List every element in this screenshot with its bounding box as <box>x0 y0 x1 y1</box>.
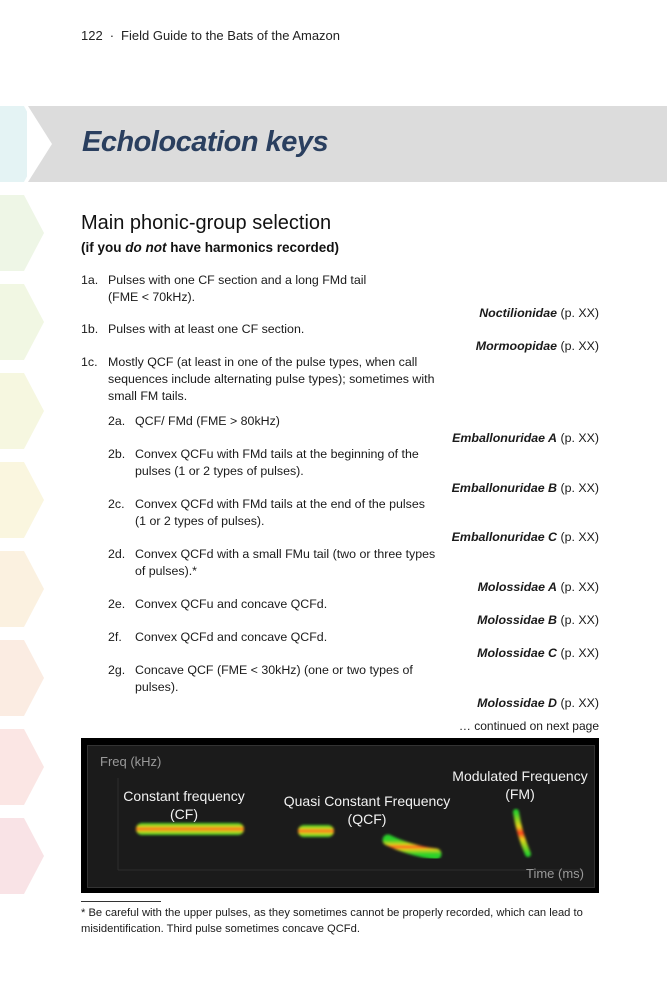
chapter-title: Echolocation keys <box>82 126 329 158</box>
page-ref: (p. XX) <box>557 530 599 544</box>
cf-label: Constant frequency (CF) <box>123 788 245 822</box>
running-head <box>81 28 340 43</box>
key-number: 1c. <box>81 355 98 369</box>
key-entry <box>108 546 508 582</box>
qcf-label: Quasi Constant Frequency (QCF) <box>283 793 451 827</box>
family-name: Emballonuridae B <box>451 481 557 495</box>
key-entry <box>108 596 508 614</box>
key-entry <box>81 321 481 339</box>
spectrogram-panel <box>87 745 595 888</box>
key-result <box>452 480 599 497</box>
key-text: Concave QCF (FME < 30kHz) (one or two types of pulses). <box>135 663 413 694</box>
family-name: Mormoopidae <box>475 339 557 353</box>
fm-pulse <box>516 812 528 854</box>
family-name: Emballonuridae A <box>452 431 557 445</box>
key-entry <box>81 272 481 308</box>
family-name: Molossidae B <box>477 613 557 627</box>
key-number: 2c. <box>108 497 125 511</box>
subheading-emphasis: do not <box>125 240 167 255</box>
key-number: 2d. <box>108 547 126 561</box>
key-result <box>479 305 599 322</box>
page-ref: (p. XX) <box>557 481 599 495</box>
key-number: 2e. <box>108 597 126 611</box>
family-name: Molossidae A <box>477 580 557 594</box>
key-result <box>452 529 599 546</box>
family-name: Molossidae D <box>477 696 557 710</box>
continued-note: … continued on next page <box>458 719 599 733</box>
spectrogram-figure <box>81 738 599 893</box>
page-number: 122 <box>81 28 103 43</box>
margin-chevron <box>0 818 44 894</box>
key-entry <box>108 662 508 698</box>
page-ref: (p. XX) <box>557 306 599 320</box>
key-result <box>478 579 599 596</box>
key-number: 2f. <box>108 630 122 644</box>
family-name: Emballonuridae C <box>451 530 557 544</box>
key-number: 1b. <box>81 322 99 336</box>
fm-label: Modulated Frequency (FM) <box>452 768 588 802</box>
section-heading: Main phonic-group selection <box>81 212 332 234</box>
margin-chevron <box>0 284 44 360</box>
page-ref: (p. XX) <box>557 646 599 660</box>
key-text: Convex QCFd with FMd tails at the end of the pulses (1 or 2 types of pulses). <box>135 497 425 528</box>
qcf-pulse <box>388 840 436 854</box>
key-result <box>477 645 599 662</box>
subheading-text: (if you <box>81 240 126 255</box>
key-text: Convex QCFd with a small FMu tail (two or three types of pulses).* <box>135 547 436 578</box>
margin-chevron <box>0 729 44 805</box>
key-text: QCF/ FMd (FME > 80kHz) <box>135 414 280 428</box>
margin-chevron <box>0 551 44 627</box>
key-entry <box>81 354 481 406</box>
time-axis-label: Time (ms) <box>525 866 584 881</box>
margin-chevron <box>0 195 44 271</box>
key-text: Pulses with at least one CF section. <box>108 322 305 336</box>
key-result <box>477 612 599 629</box>
key-entry <box>108 413 508 431</box>
key-result <box>477 695 599 712</box>
subheading-text: have harmonics recorded) <box>166 240 340 255</box>
page-ref: (p. XX) <box>557 431 599 445</box>
section-subheading <box>81 240 339 255</box>
key-entry <box>108 496 508 532</box>
key-number: 2a. <box>108 414 126 428</box>
page-ref: (p. XX) <box>557 613 599 627</box>
page-ref: (p. XX) <box>557 696 599 710</box>
key-result <box>452 430 599 447</box>
running-head-separator: · <box>109 28 115 43</box>
title-band-notch <box>27 106 53 182</box>
key-entry <box>108 629 508 647</box>
key-text: Convex QCFu and concave QCFd. <box>135 597 328 611</box>
margin-chevron <box>0 373 44 449</box>
key-number: 2b. <box>108 447 126 461</box>
book-title: Field Guide to the Bats of the Amazon <box>121 28 341 43</box>
key-entry <box>108 446 508 482</box>
key-text: Convex QCFu with FMd tails at the beginning of the pulses (1 or 2 types of pulses). <box>135 447 419 478</box>
page-ref: (p. XX) <box>557 339 599 353</box>
footnote: * Be careful with the upper pulses, as they sometimes cannot be properly recorded, which can lead to misidentification. Third pulse sometimes concave QCFd. <box>81 907 583 935</box>
key-text: Convex QCFd and concave QCFd. <box>135 630 328 644</box>
family-name: Noctilionidae <box>479 306 557 320</box>
freq-axis-label: Freq (kHz) <box>100 754 162 769</box>
cf-pulse <box>136 823 244 835</box>
key-number: 1a. <box>81 273 99 287</box>
margin-chevron <box>0 640 44 716</box>
margin-chevron <box>0 462 44 538</box>
key-result <box>476 338 599 355</box>
key-text: Mostly QCF (at least in one of the pulse types, when call sequences include alternating pulse types); sometimes with small FM tails. <box>108 355 435 403</box>
key-text: Pulses with one CF section and a long FMd tail (FME < 70kHz). <box>108 273 367 304</box>
footnote-rule <box>81 901 161 902</box>
page-ref: (p. XX) <box>557 580 599 594</box>
family-name: Molossidae C <box>477 646 557 660</box>
key-number: 2g. <box>108 663 126 677</box>
